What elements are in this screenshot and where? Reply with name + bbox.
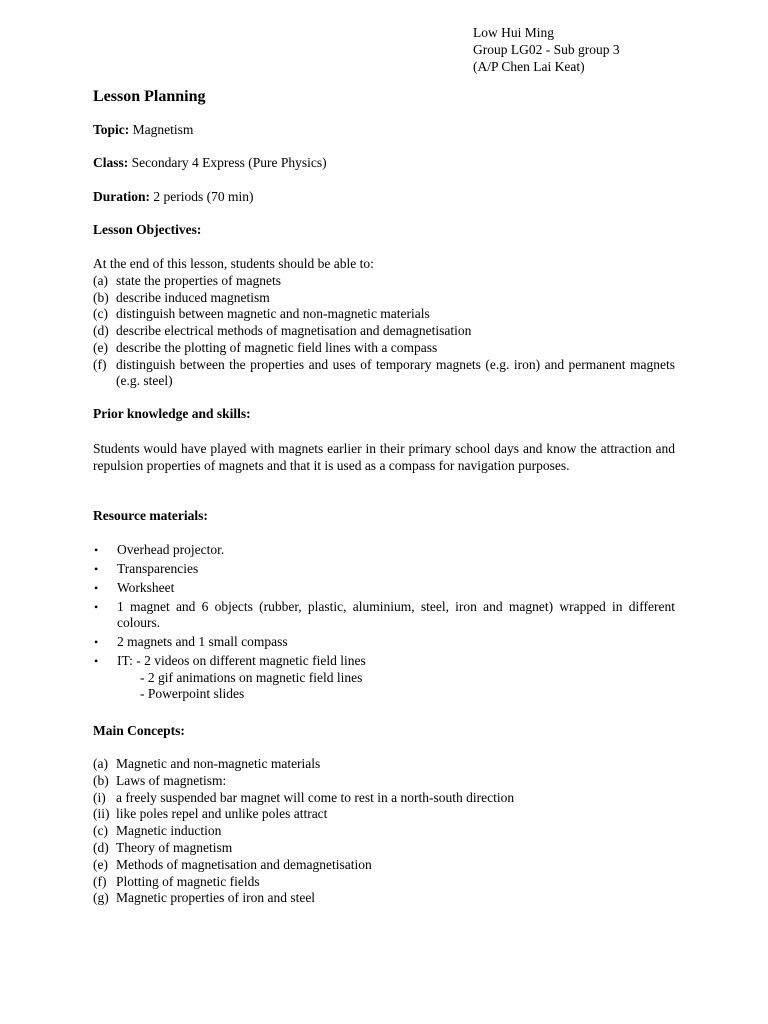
class-label: Class: [93, 155, 129, 170]
list-item-label: (e) [93, 856, 108, 872]
list-item-label: (g) [93, 890, 109, 906]
class-field [93, 155, 327, 171]
list-item-label: (c) [93, 823, 108, 839]
list-item [93, 561, 675, 578]
author-name: Low Hui Ming [473, 25, 554, 40]
duration-field [93, 189, 254, 205]
list-item-label: (d) [93, 323, 109, 339]
list-item-text: 1 magnet and 6 objects (rubber, plastic, aluminium, steel, iron and magnet) wrapped in different colours. [117, 598, 675, 631]
list-item-text: a freely suspended bar magnet will come to rest in a north-south direction [116, 789, 515, 805]
list-item-text: Methods of magnetisation and demagnetisation [116, 856, 372, 872]
list-item [93, 323, 675, 340]
list-item-text: describe induced magnetism [116, 289, 270, 305]
objectives-heading: Lesson Objectives: [93, 222, 202, 237]
author-block [473, 24, 620, 75]
bullet-icon: • [94, 654, 99, 669]
list-item-text: Magnetic properties of iron and steel [116, 890, 316, 906]
list-item [93, 599, 675, 632]
list-item [93, 273, 675, 290]
list-item-text: describe the plotting of magnetic field lines with a compass [116, 339, 438, 355]
list-item-text: Transparencies [117, 560, 199, 576]
list-item [93, 340, 675, 357]
list-item [93, 306, 675, 323]
it-subline: - 2 gif animations on magnetic field lines [140, 669, 363, 685]
list-item-label: (e) [93, 339, 108, 355]
resources-heading: Resource materials: [93, 508, 208, 523]
list-item-text: Overhead projector. [117, 542, 225, 557]
list-item [93, 890, 675, 907]
objectives-list [93, 273, 675, 390]
concepts-heading: Main Concepts: [93, 723, 185, 738]
list-item-label: (f) [93, 873, 107, 889]
list-item-label: (d) [93, 839, 109, 855]
list-item [93, 634, 675, 651]
class-value: Secondary 4 Express (Pure Physics) [131, 155, 327, 170]
duration-value: 2 periods (70 min) [153, 189, 254, 204]
list-item-label: (f) [93, 356, 107, 372]
topic-value: Magnetism [132, 122, 194, 137]
duration-label: Duration: [93, 189, 150, 204]
list-item-label: (b) [93, 772, 109, 788]
page-title: Lesson Planning [93, 88, 206, 105]
list-item-text: Theory of magnetism [116, 839, 233, 855]
bullet-icon: • [94, 599, 99, 614]
list-item [93, 290, 675, 307]
list-item-text: Worksheet [117, 579, 175, 595]
list-item [93, 874, 675, 891]
prior-heading: Prior knowledge and skills: [93, 406, 251, 421]
list-item [93, 840, 675, 857]
list-item-text: like poles repel and unlike poles attract [116, 806, 328, 822]
list-item [93, 653, 675, 670]
list-item [93, 806, 675, 823]
resources-list [93, 542, 675, 703]
topic-field [93, 122, 193, 138]
list-item [93, 790, 675, 807]
list-item-text: Magnetic and non-magnetic materials [116, 756, 321, 771]
list-item-label: (i) [93, 789, 106, 805]
list-item [93, 756, 675, 773]
list-item-text: IT: - 2 videos on different magnetic field lines [117, 653, 366, 669]
list-item-text: Laws of magnetism: [116, 772, 227, 788]
list-item [93, 773, 675, 790]
list-item-label: (b) [93, 289, 109, 305]
list-item-text: Magnetic induction [116, 823, 222, 839]
list-item [93, 357, 675, 390]
list-item-text: describe electrical methods of magnetisation and demagnetisation [116, 323, 472, 339]
list-item-text: Plotting of magnetic fields [116, 873, 260, 889]
list-item-label: (a) [93, 756, 108, 771]
bullet-icon: • [94, 561, 99, 576]
objectives-intro: At the end of this lesson, students should be able to: [93, 256, 374, 271]
list-item-label: (a) [93, 273, 108, 288]
list-item [93, 823, 675, 840]
list-item-text: 2 magnets and 1 small compass [117, 634, 288, 650]
concepts-list [93, 756, 675, 907]
prior-paragraph: Students would have played with magnets earlier in their primary school days and know the attraction and repulsion properties of magnets and that it is used as a compass for navigation purposes. [93, 441, 675, 473]
list-item [93, 542, 675, 559]
bullet-icon: • [94, 635, 99, 650]
list-item-text: distinguish between magnetic and non-magnetic materials [116, 306, 430, 322]
list-item-text: distinguish between the properties and uses of temporary magnets (e.g. iron) and permanent magnets (e.g. steel) [116, 356, 675, 389]
list-item [93, 580, 675, 597]
list-item-label: (ii) [93, 806, 110, 822]
group-line: Group LG02 - Sub group 3 [473, 42, 620, 57]
it-subline: - Powerpoint slides [140, 686, 245, 702]
list-item [93, 857, 675, 874]
bullet-icon: • [94, 580, 99, 595]
list-item-label: (c) [93, 306, 108, 322]
bullet-icon: • [94, 543, 99, 557]
topic-label: Topic: [93, 122, 130, 137]
supervisor-line: (A/P Chen Lai Keat) [473, 59, 585, 74]
list-item-text: state the properties of magnets [116, 273, 281, 288]
